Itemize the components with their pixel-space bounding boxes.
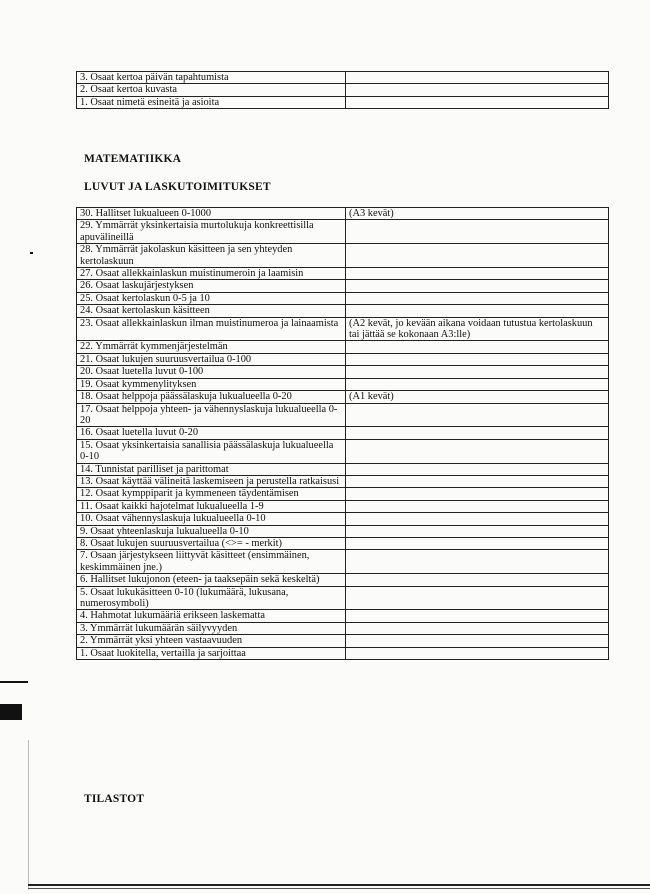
math-table-row	[77, 500, 609, 512]
note-cell	[346, 305, 609, 317]
note-cell	[346, 622, 609, 634]
scan-bottom-edge	[28, 884, 650, 886]
skill-cell: 29. Ymmärrät yksinkertaisia murtolukuja konkreettisilla apuvälineillä	[77, 220, 346, 244]
math-table-row	[77, 292, 609, 304]
skill-cell: 11. Osaat kaikki hajotelmat lukualueella 1-9	[77, 500, 346, 512]
skill-cell: 12. Osaat kymppiparit ja kymmeneen täydentämisen	[77, 488, 346, 500]
math-table-row	[77, 208, 609, 220]
note-cell	[346, 353, 609, 365]
skill-cell: 1. Osaat luokitella, vertailla ja sarjoittaa	[77, 647, 346, 659]
note-cell	[346, 244, 609, 268]
skill-cell: 16. Osaat luetella luvut 0-20	[77, 427, 346, 439]
math-table-row	[77, 475, 609, 487]
math-table-row	[77, 341, 609, 353]
math-table-row	[77, 610, 609, 622]
skill-cell: 8. Osaat lukujen suuruusvertailua (<>= - merkit)	[77, 537, 346, 549]
math-table-row	[77, 244, 609, 268]
math-table-row	[77, 280, 609, 292]
skill-cell: 4. Hahmotat lukumääriä erikseen laskematta	[77, 610, 346, 622]
heading-tilastot: TILASTOT	[84, 793, 145, 805]
scan-edge-block	[0, 704, 22, 720]
skill-cell: 1. Osaat nimetä esineitä ja asioita	[77, 96, 346, 108]
skill-cell: 13. Osaat käyttää välineitä laskemiseen ja perustella ratkaisusi	[77, 475, 346, 487]
skill-cell: 26. Osaat laskujärjestyksen	[77, 280, 346, 292]
top-table-row	[77, 96, 609, 108]
math-table-row	[77, 635, 609, 647]
note-cell	[346, 513, 609, 525]
note-cell	[346, 463, 609, 475]
skill-cell: 2. Osaat kertoa kuvasta	[77, 84, 346, 96]
note-cell	[346, 550, 609, 574]
note-cell	[346, 427, 609, 439]
note-cell	[346, 647, 609, 659]
skill-cell: 23. Osaat allekkainlaskun ilman muistinumeroa ja lainaamista	[77, 317, 346, 341]
math-table-row	[77, 525, 609, 537]
skill-cell: 17. Osaat helppoja yhteen- ja vähennyslaskuja lukualueella 0-20	[77, 403, 346, 427]
math-table-row	[77, 537, 609, 549]
math-table-row	[77, 513, 609, 525]
skill-cell: 14. Tunnistat parilliset ja parittomat	[77, 463, 346, 475]
skill-cell: 7. Osaan järjestykseen liittyvät käsitteet (ensimmäinen, keskimmäinen jne.)	[77, 550, 346, 574]
math-skills-table	[76, 207, 609, 660]
skill-cell: 15. Osaat yksinkertaisia sanallisia päässälaskuja lukualueella 0-10	[77, 439, 346, 463]
math-table-row	[77, 622, 609, 634]
math-table-row	[77, 378, 609, 390]
note-cell	[346, 220, 609, 244]
note-cell	[346, 366, 609, 378]
math-table-row	[77, 391, 609, 403]
skill-cell: 21. Osaat lukujen suuruusvertailua 0-100	[77, 353, 346, 365]
note-cell	[346, 84, 609, 96]
note-cell: (A2 kevät, jo kevään aikana voidaan tutustua kertolaskuun tai jättää se kokonaan A3:lle)	[346, 317, 609, 341]
note-cell	[346, 537, 609, 549]
note-cell: (A1 kevät)	[346, 391, 609, 403]
skill-cell: 20. Osaat luetella luvut 0-100	[77, 366, 346, 378]
skill-cell: 5. Osaat lukukäsitteen 0-10 (lukumäärä, lukusana, numerosymboli)	[77, 586, 346, 610]
note-cell	[346, 525, 609, 537]
math-table-row	[77, 317, 609, 341]
math-table-row	[77, 463, 609, 475]
math-table-row	[77, 439, 609, 463]
note-cell	[346, 292, 609, 304]
note-cell	[346, 268, 609, 280]
skill-cell: 6. Hallitset lukujonon (eteen- ja taaksepäin sekä keskeltä)	[77, 574, 346, 586]
note-cell: (A3 kevät)	[346, 208, 609, 220]
skill-cell: 3. Ymmärrät lukumäärän säilyvyyden	[77, 622, 346, 634]
note-cell	[346, 96, 609, 108]
top-table	[76, 71, 609, 109]
note-cell	[346, 586, 609, 610]
note-cell	[346, 488, 609, 500]
note-cell	[346, 574, 609, 586]
scan-speck	[30, 252, 33, 254]
skill-cell: 22. Ymmärrät kymmenjärjestelmän	[77, 341, 346, 353]
note-cell	[346, 610, 609, 622]
math-table-row	[77, 427, 609, 439]
top-table-row	[77, 84, 609, 96]
note-cell	[346, 280, 609, 292]
math-table-row	[77, 586, 609, 610]
skill-cell: 25. Osaat kertolaskun 0-5 ja 10	[77, 292, 346, 304]
note-cell	[346, 72, 609, 84]
note-cell	[346, 500, 609, 512]
math-table-row	[77, 353, 609, 365]
math-table-row	[77, 647, 609, 659]
skill-cell: 10. Osaat vähennyslaskuja lukualueella 0-10	[77, 513, 346, 525]
skill-cell: 9. Osaat yhteenlaskuja lukualueella 0-10	[77, 525, 346, 537]
skill-cell: 30. Hallitset lukualueen 0-1000	[77, 208, 346, 220]
math-table-row	[77, 488, 609, 500]
math-table-row	[77, 574, 609, 586]
scan-edge-mark	[0, 681, 28, 683]
math-table-row	[77, 268, 609, 280]
note-cell	[346, 378, 609, 390]
math-table-row	[77, 305, 609, 317]
skill-cell: 24. Osaat kertolaskun käsitteen	[77, 305, 346, 317]
skill-cell: 2. Ymmärrät yksi yhteen vastaavuuden	[77, 635, 346, 647]
scan-fold-line	[28, 740, 29, 890]
scan-bottom-edge-inner	[28, 888, 650, 889]
math-table-row	[77, 403, 609, 427]
skill-cell: 28. Ymmärrät jakolaskun käsitteen ja sen yhteyden kertolaskuun	[77, 244, 346, 268]
math-table-row	[77, 550, 609, 574]
note-cell	[346, 635, 609, 647]
note-cell	[346, 475, 609, 487]
skill-cell: 18. Osaat helppoja päässälaskuja lukualueella 0-20	[77, 391, 346, 403]
skill-cell: 3. Osaat kertoa päivän tapahtumista	[77, 72, 346, 84]
skill-cell: 19. Osaat kymmenylityksen	[77, 378, 346, 390]
top-table-row	[77, 72, 609, 84]
heading-matematiikka: MATEMATIIKKA	[84, 153, 182, 165]
note-cell	[346, 403, 609, 427]
note-cell	[346, 341, 609, 353]
skill-cell: 27. Osaat allekkainlaskun muistinumeroin ja laamisin	[77, 268, 346, 280]
note-cell	[346, 439, 609, 463]
math-table-row	[77, 366, 609, 378]
math-table-row	[77, 220, 609, 244]
heading-luvut-ja-laskutoimitukset: LUVUT JA LASKUTOIMITUKSET	[84, 181, 271, 193]
